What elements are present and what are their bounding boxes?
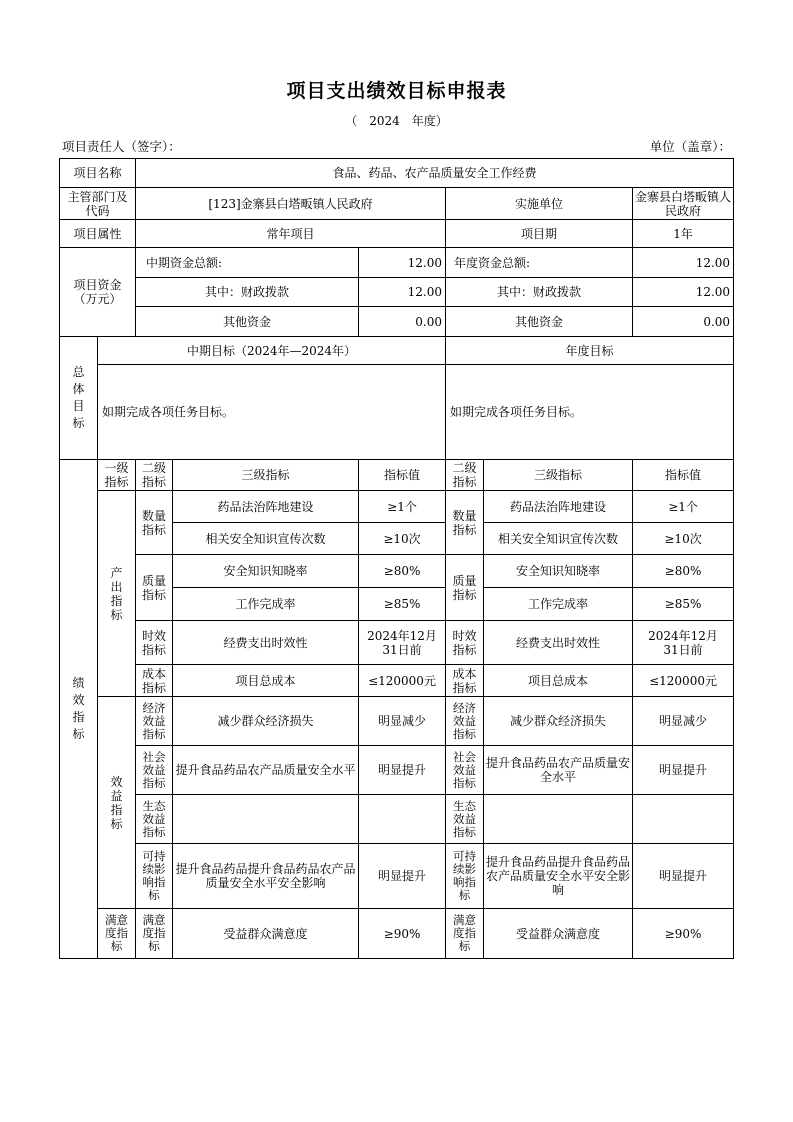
eco-name-empty: [173, 795, 359, 844]
level2-header: 二级指标: [136, 460, 173, 491]
quantity-label-year: 数量指标: [446, 491, 484, 555]
level1-header: 一级指标: [98, 460, 136, 491]
su-mid-value: 明显提升: [359, 844, 446, 909]
sustainable-label-year: 可持续影响指标: [446, 844, 484, 909]
year-total-label: 年度资金总额:: [446, 248, 633, 278]
quantity-label: 数量指标: [136, 491, 173, 555]
t-mid-value: 2024年12月31日前: [359, 621, 446, 665]
timeliness-label-year: 时效指标: [446, 621, 484, 665]
sustainable-label: 可持续影响指标: [136, 844, 173, 909]
ql1-year-value: ≥80%: [633, 555, 734, 588]
sa-year-value: ≥90%: [633, 909, 734, 959]
s-year-value: 明显提升: [633, 746, 734, 795]
q2-name-year: 相关安全知识宣传次数: [484, 523, 633, 555]
project-name-label: 项目名称: [60, 159, 136, 188]
year-goal-header: 年度目标: [446, 337, 734, 365]
cost-label-year: 成本指标: [446, 665, 484, 697]
eco-year-value-empty: [633, 795, 734, 844]
mid-total-label: 中期资金总额:: [136, 248, 359, 278]
ql1-name: 安全知识知晓率: [173, 555, 359, 588]
mid-other-label: 其他资金: [136, 307, 359, 337]
mid-goal-header: 中期目标（2024年—2024年）: [98, 337, 446, 365]
timeliness-label: 时效指标: [136, 621, 173, 665]
economic-label: 经济效益指标: [136, 697, 173, 746]
ql2-name: 工作完成率: [173, 588, 359, 621]
ql1-name-year: 安全知识知晓率: [484, 555, 633, 588]
s-name: 提升食品药品农产品质量安全水平: [173, 746, 359, 795]
year-line: （ 2024 年度）: [345, 114, 448, 128]
ql2-mid-value: ≥85%: [359, 588, 446, 621]
t-name: 经费支出时效性: [173, 621, 359, 665]
value-header: 指标值: [359, 460, 446, 491]
impl-value: 金寨县白塔畈镇人民政府: [633, 188, 734, 220]
performance-indicator-label: 绩效指标: [60, 460, 98, 959]
mid-total-value: 12.00: [359, 248, 446, 278]
period-value: 1年: [633, 220, 734, 248]
level2-header-year: 二级指标: [446, 460, 484, 491]
project-name-value: 食品、药品、农产品质量安全工作经费: [136, 159, 734, 188]
eco-mid-value-empty: [359, 795, 446, 844]
q2-name: 相关安全知识宣传次数: [173, 523, 359, 555]
economic-label-year: 经济效益指标: [446, 697, 484, 746]
cost-label: 成本指标: [136, 665, 173, 697]
sa-mid-value: ≥90%: [359, 909, 446, 959]
t-year-value: 2024年12月31日前: [633, 621, 734, 665]
e-name: 减少群众经济损失: [173, 697, 359, 746]
ql2-name-year: 工作完成率: [484, 588, 633, 621]
year-other-label: 其他资金: [446, 307, 633, 337]
quality-label-year: 质量指标: [446, 555, 484, 621]
su-name: 提升食品药品提升食品药品农产品质量安全水平安全影响: [173, 844, 359, 909]
performance-form-table: [59, 158, 734, 959]
level3-header: 三级指标: [173, 460, 359, 491]
dept-value: [123]金寨县白塔畈镇人民政府: [136, 188, 446, 220]
satisfaction-label: 满意度指标: [136, 909, 173, 959]
q1-year-value: ≥1个: [633, 491, 734, 523]
satisfaction-indicator-label: 满意度指标: [98, 909, 136, 959]
sa-name: 受益群众满意度: [173, 909, 359, 959]
year-other-value: 0.00: [633, 307, 734, 337]
mid-fiscal-label: 其中：财政拨款: [136, 278, 359, 307]
value-header-year: 指标值: [633, 460, 734, 491]
attr-value: 常年项目: [136, 220, 446, 248]
su-year-value: 明显提升: [633, 844, 734, 909]
sa-name-year: 受益群众满意度: [484, 909, 633, 959]
s-mid-value: 明显提升: [359, 746, 446, 795]
year-total-value: 12.00: [633, 248, 734, 278]
e-year-value: 明显减少: [633, 697, 734, 746]
level3-header-year: 三级指标: [484, 460, 633, 491]
q2-year-value: ≥10次: [633, 523, 734, 555]
ql1-mid-value: ≥80%: [359, 555, 446, 588]
year-goal-text: 如期完成各项任务目标。: [446, 365, 734, 460]
mid-fiscal-value: 12.00: [359, 278, 446, 307]
social-label: 社会效益指标: [136, 746, 173, 795]
mid-goal-text: 如期完成各项任务目标。: [98, 365, 446, 460]
satisfaction-label-year: 满意度指标: [446, 909, 484, 959]
quality-label: 质量指标: [136, 555, 173, 621]
q1-name-year: 药品法治阵地建设: [484, 491, 633, 523]
dept-label: 主管部门及代码: [60, 188, 136, 220]
social-label-year: 社会效益指标: [446, 746, 484, 795]
c-name: 项目总成本: [173, 665, 359, 697]
c-name-year: 项目总成本: [484, 665, 633, 697]
ecological-label-year: 生态效益指标: [446, 795, 484, 844]
q1-mid-value: ≥1个: [359, 491, 446, 523]
eco-name-year-empty: [484, 795, 633, 844]
period-label: 项目期: [446, 220, 633, 248]
ql2-year-value: ≥85%: [633, 588, 734, 621]
page-title: 项目支出绩效目标申报表: [286, 80, 507, 102]
e-name-year: 减少群众经济损失: [484, 697, 633, 746]
s-name-year: 提升食品药品农产品质量安全水平: [484, 746, 633, 795]
ecological-label: 生态效益指标: [136, 795, 173, 844]
year-fiscal-value: 12.00: [633, 278, 734, 307]
e-mid-value: 明显减少: [359, 697, 446, 746]
q2-mid-value: ≥10次: [359, 523, 446, 555]
overall-goal-label: 总体目标: [60, 337, 98, 460]
unit-label: 单位（盖章）：: [649, 139, 731, 154]
t-name-year: 经费支出时效性: [484, 621, 633, 665]
c-year-value: ≤120000元: [633, 665, 734, 697]
output-indicator-label: 产出指标: [98, 491, 136, 697]
funds-label: 项目资金（万元）: [60, 248, 136, 337]
q1-name: 药品法治阵地建设: [173, 491, 359, 523]
benefit-indicator-label: 效益指标: [98, 697, 136, 909]
attr-label: 项目属性: [60, 220, 136, 248]
responsible-label: 项目责任人（签字）：: [62, 139, 181, 154]
mid-other-value: 0.00: [359, 307, 446, 337]
year-fiscal-label: 其中：财政拨款: [446, 278, 633, 307]
su-name-year: 提升食品药品提升食品药品农产品质量安全水平安全影响: [484, 844, 633, 909]
impl-label: 实施单位: [446, 188, 633, 220]
c-mid-value: ≤120000元: [359, 665, 446, 697]
